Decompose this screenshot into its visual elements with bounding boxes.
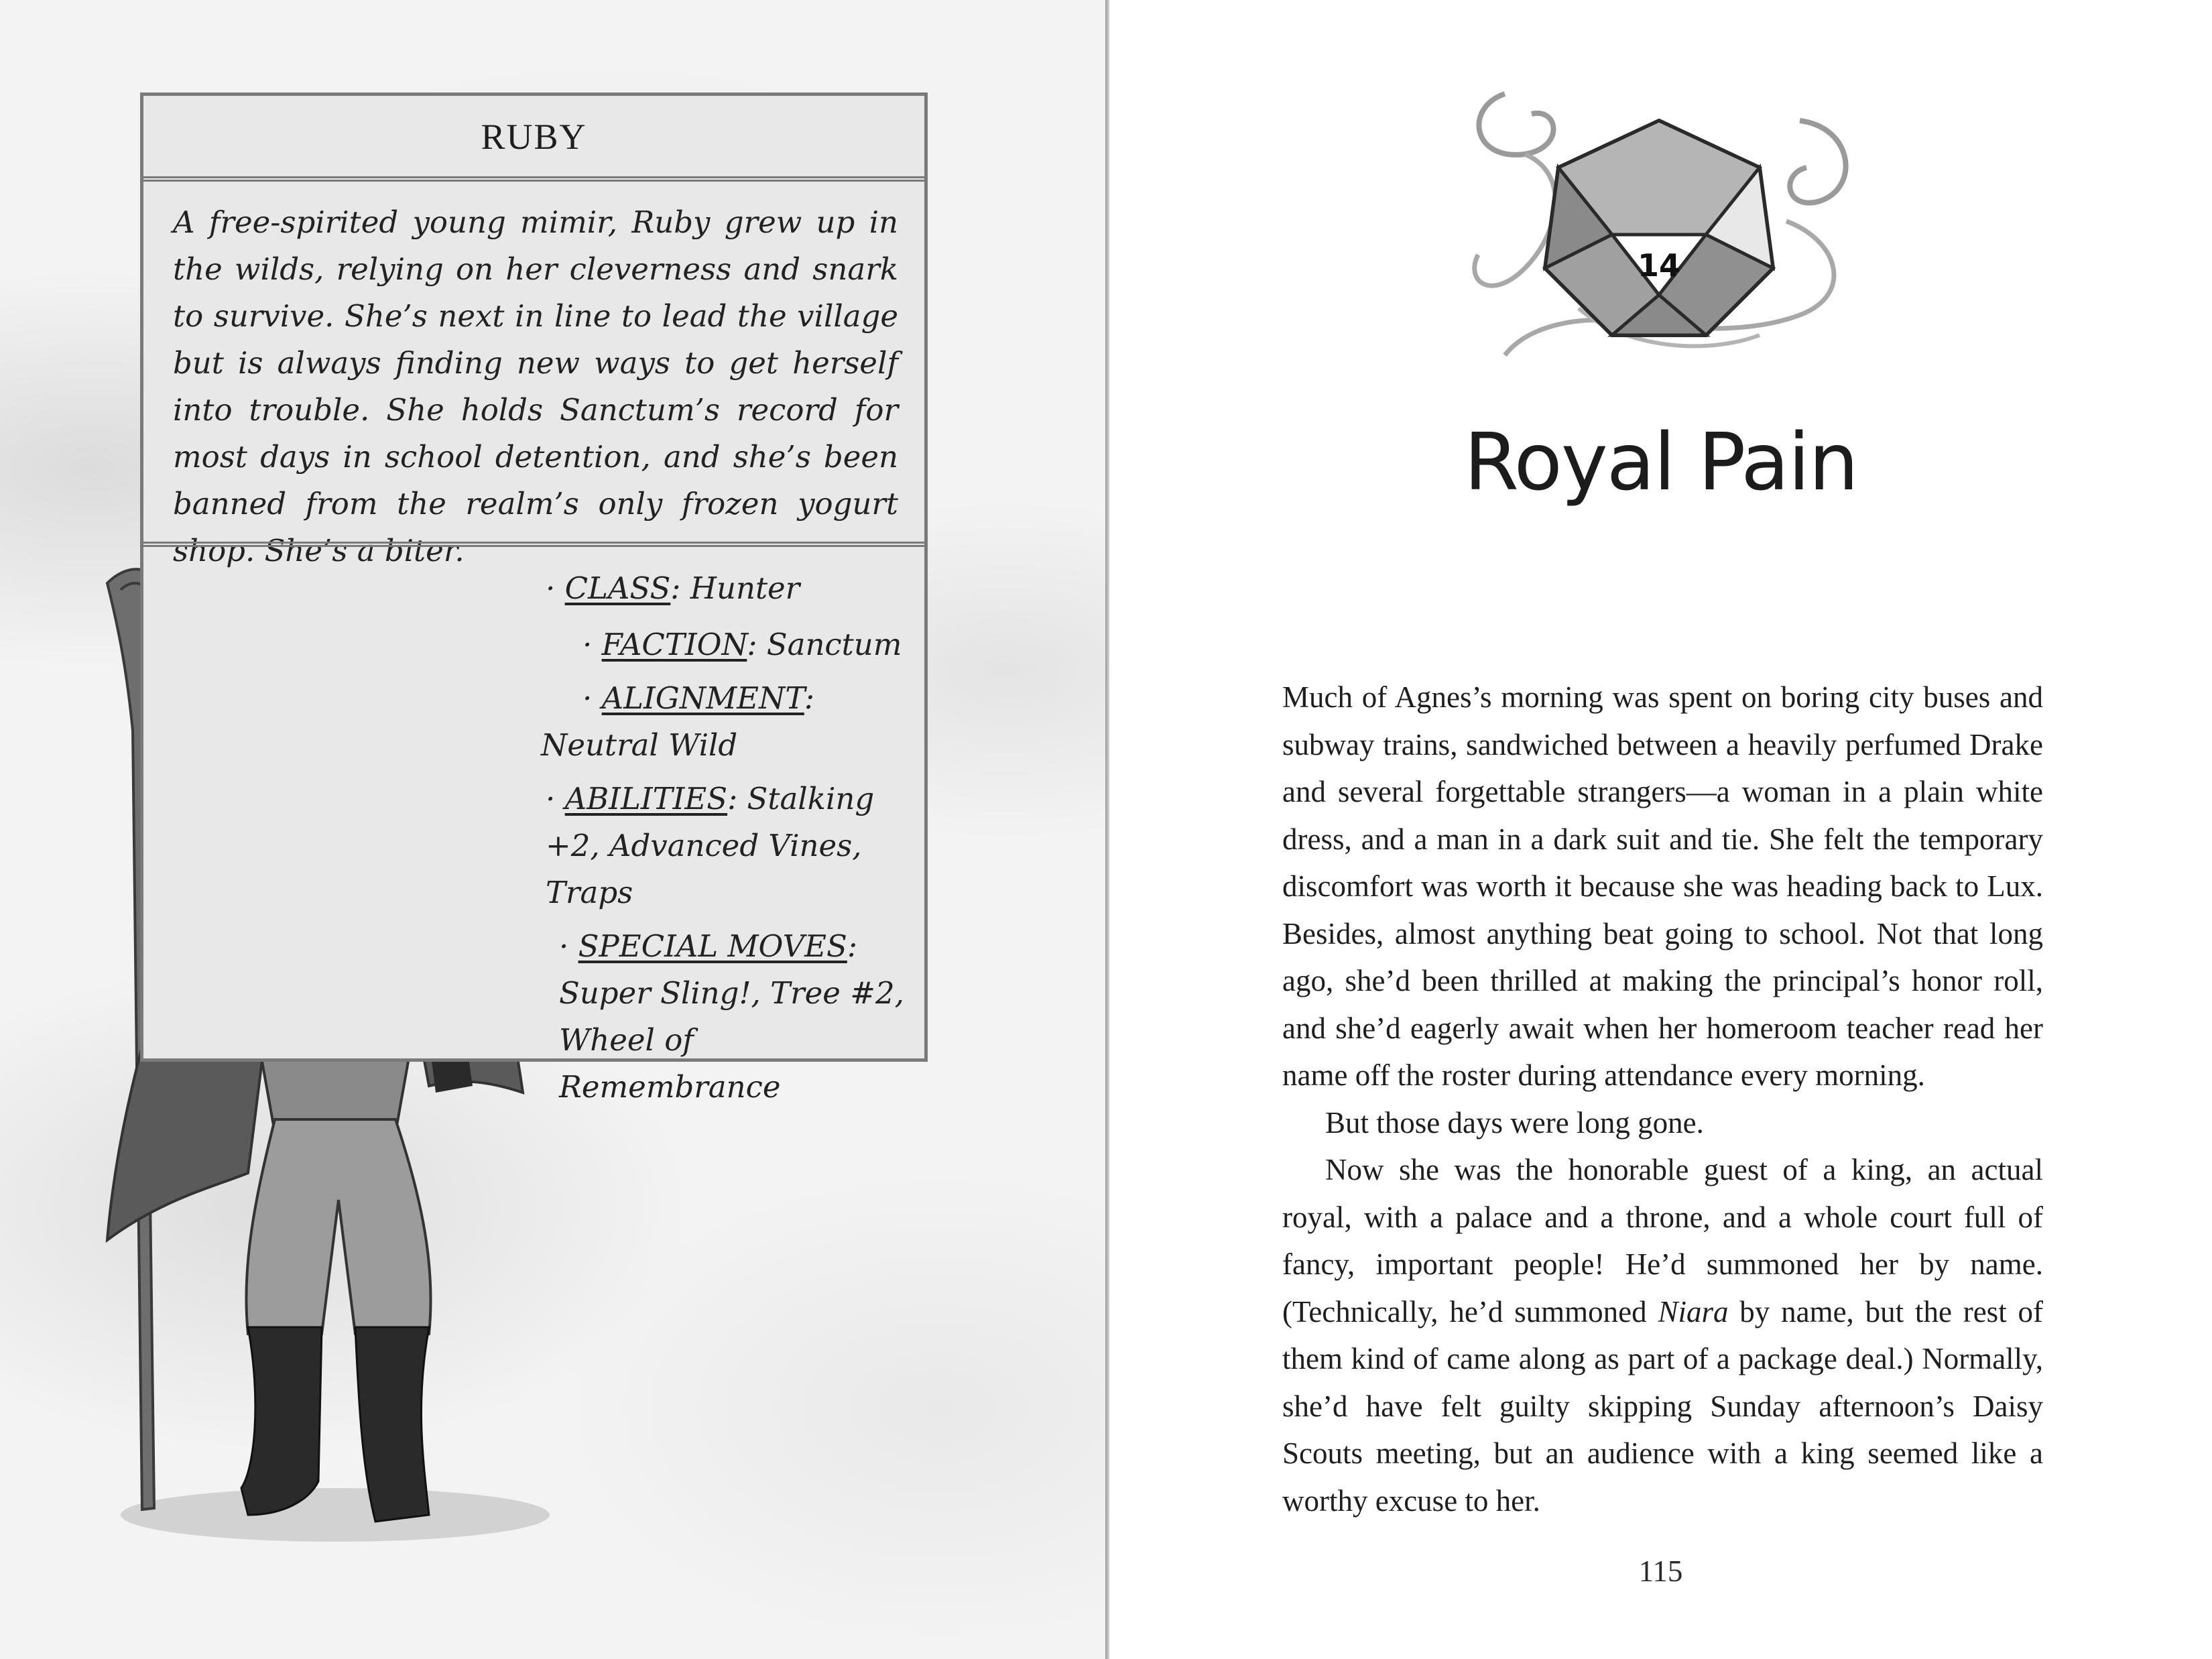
paragraph-3-italic: Niara [1658, 1294, 1729, 1329]
stat-value: Sanctum [766, 627, 902, 662]
stat-abilities: · ABILITIES: Stalking +2, Advanced Vines, Traps [546, 781, 875, 910]
stat-class: · CLASS: Hunter [546, 570, 800, 606]
paragraph-3 [1282, 1146, 2043, 1524]
paragraph-1: Much of Agnes’s morning was spent on boring city buses and subway trains, sandwiched between a heavily perfumed Drake and several forgettable strangers—a woman in a plain white dress, and a man in a dark suit and tie. She felt the temporary discomfort was worth it because she was heading back to Lux. Besides, almost anything beat going to school. Not that long ago, she’d been thrilled at making the principal’s honor roll, and she’d eagerly await when her homeroom teacher read her name off the roster during attendance every morning. [1282, 680, 2043, 1092]
stat-key: SPECIAL MOVES [578, 928, 847, 964]
die-number: 14 [1637, 247, 1681, 284]
stat-value: Stalking +2, Advanced Vines, Traps [546, 781, 875, 910]
chapter-body [1282, 674, 2043, 1524]
stat-key: FACTION [601, 627, 747, 662]
stat-key: ABILITIES [564, 781, 728, 816]
page-number: 115 [1638, 1554, 1683, 1588]
stat-value: Super Sling!, Tree #2, Wheel of Remembrance [559, 975, 904, 1105]
card-divider [143, 542, 924, 547]
stat-key: ALIGNMENT [601, 680, 804, 716]
paragraph-3-part-2: by name, but the rest of them kind of came along as part of a package deal.) Normally, she’d have felt guilty skipping Sunday afternoon’s Daisy Scouts meeting, but an audience with a king seemed like a worthy excuse to her. [1282, 1294, 2043, 1518]
character-stats [541, 565, 921, 1111]
card-description: A free-spirited young mimir, Ruby grew up in the wilds, relying on her cleverness and snark to survive. She’s next in line to lead the village but is always finding new ways to get herself into trouble. She holds Sanctum’s record for most days in school detention, and she’s been banned from the realm’s only frozen yogurt shop. She’s a biter. [173, 204, 898, 568]
stat-faction: · FACTION: Sanctum [582, 627, 902, 662]
d20-die-icon [1424, 67, 1894, 402]
paragraph-2: But those days were long gone. [1325, 1105, 1704, 1140]
stat-value: Neutral Wild [541, 727, 738, 763]
character-card [140, 93, 928, 1105]
stat-key: CLASS [564, 570, 671, 606]
stat-value: Hunter [690, 570, 800, 606]
card-title: RUBY [143, 96, 924, 182]
stat-special-moves: · SPECIAL MOVES: Super Sling!, Tree #2, Wheel of Remembrance [559, 928, 904, 1105]
paragraph-3-part-1: Now she was the honorable guest of a king, an actual royal, with a palace and a throne, and a whole court full of fancy, important people! He’d summoned her by name. (Technically, he’d summoned [1282, 1153, 2043, 1329]
stat-alignment: · ALIGNMENT: Neutral Wild [582, 675, 877, 769]
right-page [1109, 0, 2212, 1659]
left-page [0, 0, 1105, 1659]
chapter-title: Royal Pain [1463, 416, 1858, 508]
